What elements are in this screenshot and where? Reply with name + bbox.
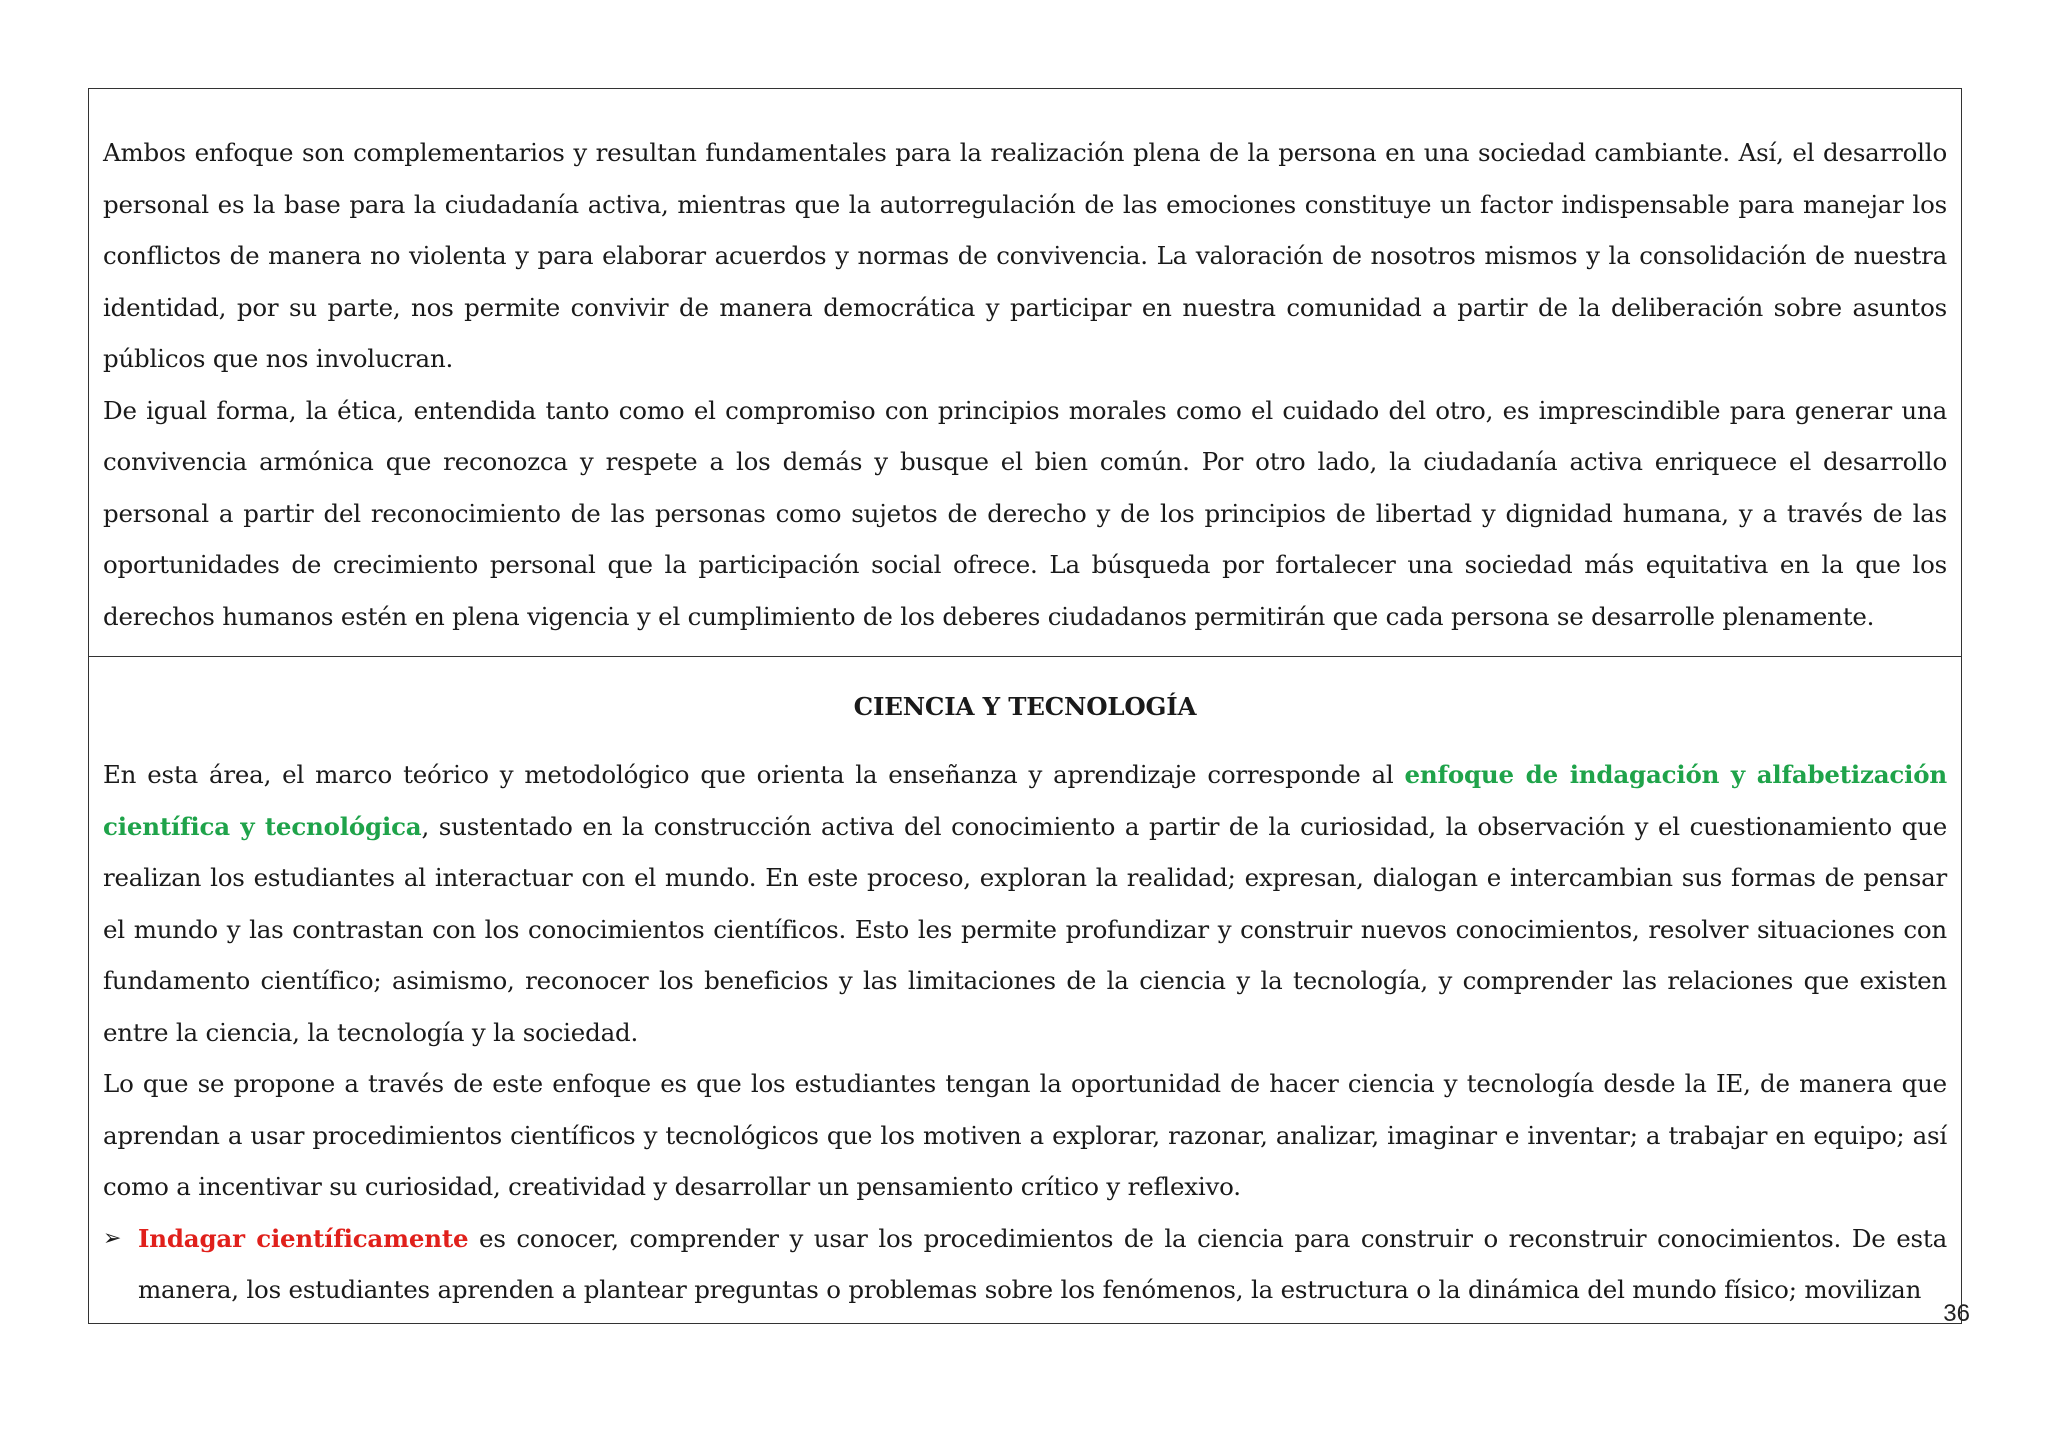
approach-highlight: enfoque de indagación y alfabetización científica y tecnológica [103,760,1947,841]
bullet-item-indagar [103,1213,1947,1316]
bullet-text: es conocer, comprender y usar los procedimientos de la ciencia para construir o reconstruir conocimientos. De esta manera, los estudiantes aprenden a plantear preguntas o problemas sobre los fenómenos, la estructura o la dinámica del mundo físico; movilizan [138,1223,1947,1304]
paragraph-approach [103,749,1947,1058]
page-number: 36 [1943,1300,1970,1327]
table-cell-desarrollo-personal [89,89,1961,657]
table-cell-ciencia-tecnologia [89,657,1961,1325]
content-table [88,88,1962,1324]
arrow-bullet-icon: ➢ [103,1225,122,1251]
paragraph-approach-text-after: , sustentado en la construcción activa del conocimiento a partir de la curiosidad, la observación y el cuestionamiento que realizan los estudiantes al interactuar con el mundo. En este proceso, exploran la realidad; expresan, dialogan e intercambian sus formas de pensar el mundo y las contrastan con los conocimientos científicos. Esto les permite profundizar y construir nuevos conocimientos, resolver situaciones con fundamento científico; asimismo, reconocer los beneficios y las limitaciones de la ciencia y la tecnología, y comprender las relaciones que existen entre la ciencia, la tecnología y la sociedad. [103,811,1947,1047]
section-title: CIENCIA Y TECNOLOGÍA [853,692,1197,721]
paragraph-proposal: Lo que se propone a través de este enfoque es que los estudiantes tengan la oportunidad de hacer ciencia y tecnología desde la IE, de manera que aprendan a usar procedimientos científicos y tecnológicos que los motiven a explorar, razonar, analizar, imaginar e inventar; a trabajar en equipo; así como a incentivar su curiosidad, creatividad y desarrollar un pensamiento crítico y reflexivo. [103,1069,1947,1201]
paragraph-approach-text-before: En esta área, el marco teórico y metodológico que orienta la enseñanza y aprendizaje corresponde al [103,760,1405,789]
paragraph-ethics: De igual forma, la ética, entendida tanto como el compromiso con principios morales como el cuidado del otro, es imprescindible para generar una convivencia armónica que reconozca y respete a los demás y busque el bien común. Por otro lado, la ciudadanía activa enriquece el desarrollo personal a partir del reconocimiento de las personas como sujetos de derecho y de los principios de libertad y dignidad humana, y a través de las oportunidades de crecimiento personal que la participación social ofrece. La búsqueda por fortalecer una sociedad más equitativa en la que los derechos humanos estén en plena vigencia y el cumplimiento de los deberes ciudadanos permitirán que cada persona se desarrolle plenamente. [103,395,1947,631]
paragraph-complementary-approaches: Ambos enfoque son complementarios y resultan fundamentales para la realización plena de la persona en una sociedad cambiante. Así, el desarrollo personal es la base para la ciudadanía activa, mientras que la autorregulación de las emociones constituye un factor indispensable para manejar los conflictos de manera no violenta y para elaborar acuerdos y normas de convivencia. La valoración de nosotros mismos y la consolidación de nuestra identidad, por su parte, nos permite convivir de manera democrática y participar en nuestra comunidad a partir de la deliberación sobre asuntos públicos que nos involucran. [103,138,1947,373]
bullet-paragraph [138,1213,1947,1316]
bullet-highlight: Indagar científicamente [138,1223,469,1253]
